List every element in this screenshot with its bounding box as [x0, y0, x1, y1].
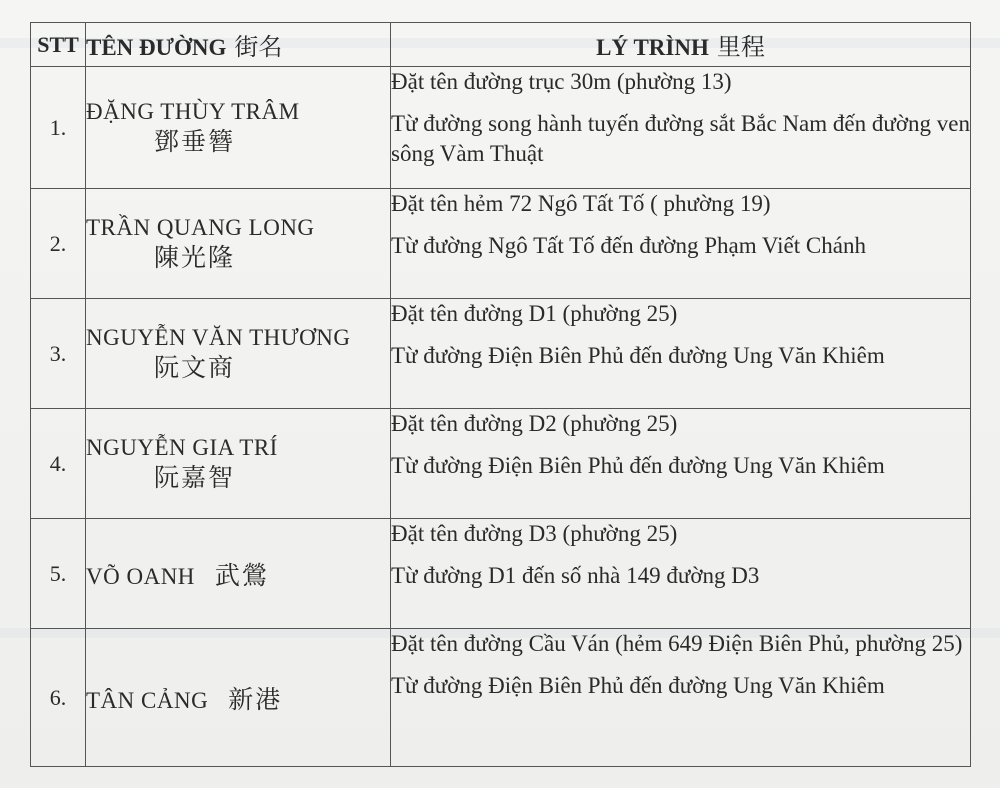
row-number: 4. [31, 409, 86, 519]
route-segment: Từ đường Ngô Tất Tố đến đường Phạm Viết Chánh [391, 233, 866, 258]
street-name-cell [86, 519, 391, 629]
route-description: Đặt tên đường Cầu Ván (hẻm 649 Điện Biên Phủ, phường 25) [391, 631, 963, 656]
route-description: Đặt tên đường D3 (phường 25) [391, 521, 678, 546]
street-name-cjk: 武鶯 [214, 560, 269, 590]
route-description: Đặt tên hẻm 72 Ngô Tất Tố ( phường 19) [391, 191, 771, 216]
row-number: 5. [31, 519, 86, 629]
street-name-cjk: 阮嘉智 [154, 462, 236, 492]
table-row [31, 629, 971, 767]
table-row [31, 189, 971, 299]
row-number: 1. [31, 67, 86, 189]
route-description: Đặt tên đường D2 (phường 25) [391, 411, 678, 436]
route-segment: Từ đường song hành tuyến đường sắt Bắc Nam đến đường ven sông Vàm Thuật [391, 111, 970, 166]
route-description: Đặt tên đường trục 30m (phường 13) [391, 69, 732, 94]
street-name-cjk: 新港 [228, 684, 283, 714]
street-name-vn: NGUYỄN VĂN THƯƠNG [86, 324, 351, 350]
row-number: 2. [31, 189, 86, 299]
row-number: 3. [31, 299, 86, 409]
header-stt: STT [31, 23, 86, 67]
table-row [31, 519, 971, 629]
street-name-vn: TÂN CẢNG [86, 687, 209, 713]
table-row [31, 67, 971, 189]
street-names-table [30, 22, 971, 767]
route-cell [391, 409, 971, 519]
street-name-cjk: 陳光隆 [154, 242, 236, 272]
street-name-vn: VÕ OANH [86, 563, 195, 589]
route-cell [391, 519, 971, 629]
street-name-cell [86, 189, 391, 299]
street-name-cell [86, 629, 391, 767]
table-row [31, 299, 971, 409]
route-cell [391, 67, 971, 189]
street-name-cell [86, 67, 391, 189]
route-cell [391, 189, 971, 299]
header-route-cjk: 里程 [716, 33, 765, 61]
header-street-name [86, 23, 391, 67]
header-route [391, 23, 971, 67]
route-segment: Từ đường Điện Biên Phủ đến đường Ung Văn Khiêm [391, 343, 885, 368]
header-street-name-vn: TÊN ĐƯỜNG [86, 35, 227, 60]
row-number: 6. [31, 629, 86, 767]
street-name-cjk: 阮文商 [154, 352, 236, 382]
street-name-vn: NGUYỄN GIA TRÍ [86, 434, 278, 460]
route-description: Đặt tên đường D1 (phường 25) [391, 301, 678, 326]
table-row [31, 409, 971, 519]
header-route-vn: LÝ TRÌNH [596, 35, 709, 60]
street-name-cell [86, 409, 391, 519]
street-name-vn: TRẦN QUANG LONG [86, 214, 315, 240]
header-row [31, 23, 971, 67]
route-segment: Từ đường D1 đến số nhà 149 đường D3 [391, 563, 760, 588]
street-name-vn: ĐẶNG THÙY TRÂM [86, 98, 300, 124]
header-street-name-cjk: 街名 [234, 33, 283, 61]
street-name-cjk: 鄧垂簪 [154, 126, 236, 156]
route-cell [391, 629, 971, 767]
route-segment: Từ đường Điện Biên Phủ đến đường Ung Văn Khiêm [391, 453, 885, 478]
route-segment: Từ đường Điện Biên Phủ đến đường Ung Văn Khiêm [391, 673, 885, 698]
route-cell [391, 299, 971, 409]
street-name-cell [86, 299, 391, 409]
